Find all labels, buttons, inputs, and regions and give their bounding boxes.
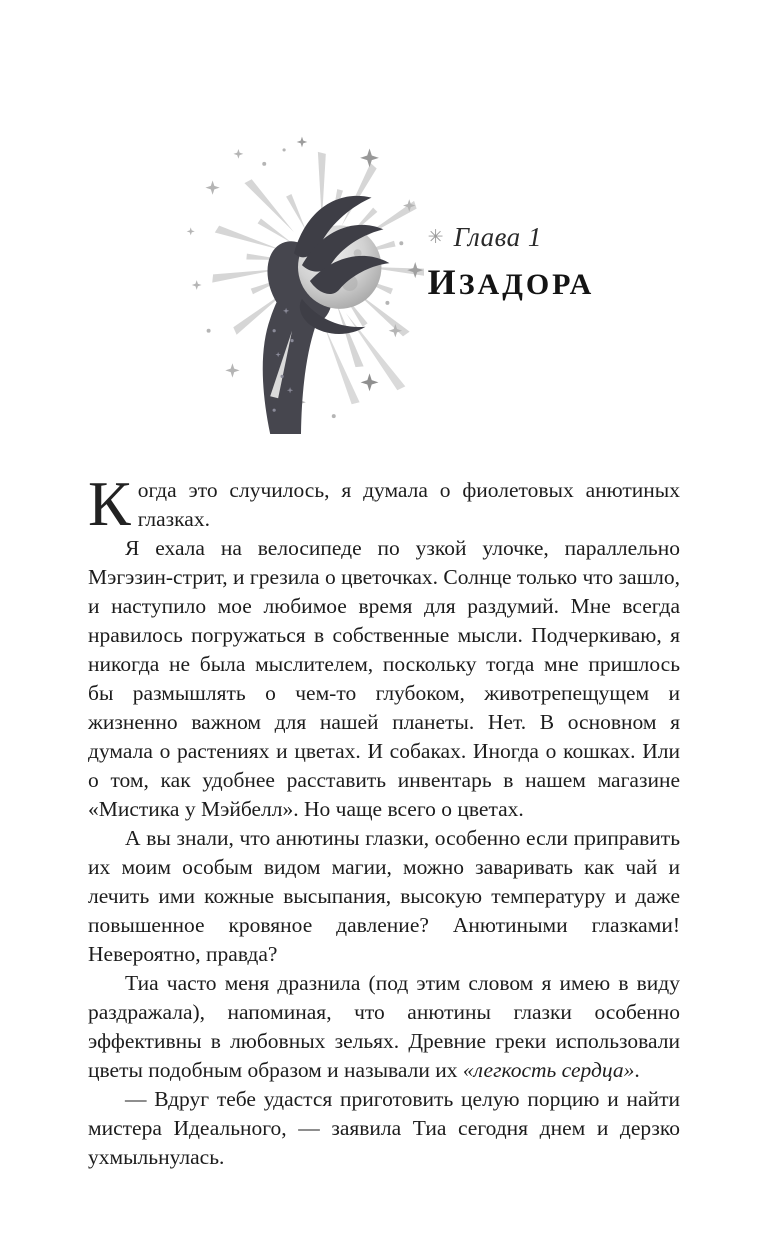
hand-fingers bbox=[294, 196, 389, 334]
paragraph-4 bbox=[88, 969, 680, 1085]
paragraph-4-italic-phrase: «легкость сердца» bbox=[462, 1058, 635, 1082]
chapter-title: ИЗАДОРА bbox=[427, 261, 595, 302]
chapter-label-row bbox=[428, 222, 595, 253]
paragraph-4-post: . bbox=[634, 1058, 640, 1082]
hand-holding-moon-illustration bbox=[174, 136, 424, 434]
paragraph-1-text: огда это случилось, я думала о фиолетовых анютиных глазках. bbox=[137, 478, 680, 531]
paragraph-2: Я ехала на велосипеде по узкой улочке, параллельно Мэгэзин-стрит, и грезила о цветочках. Солнце только что зашло, и наступило мое любимое время для раздумий. Мне всегда нравилось погружаться в собственные мысли. Подчеркиваю, я никогда не была мыслителем, поскольку тогда мне пришлось бы размышлять о чем-то глубоком, животрепещущем и жизненно важном для нашей планеты. Нет. В основном я думала о растениях и цветах. И собаках. Иногда о кошках. Или о том, как удобнее расставить инвентарь в нашем магазине «Мистика у Мэйбелл». Но чаще всего о цветах. bbox=[88, 536, 680, 821]
chapter-header bbox=[0, 136, 768, 434]
paragraph-4-pre: Тиа часто меня дразнила (под этим словом я имею в виду раздражала), напоминая, что анютины глазки особенно эффективны в любовных зельях. Древние греки использовали цветы подобным образом и называли их bbox=[88, 971, 680, 1082]
paragraph-5-dialogue: — Вдруг тебе удастся приготовить целую порцию и найти мистера Идеального, — заявила Тиа сегодня днем и дерзко ухмыльнулась. bbox=[88, 1087, 680, 1169]
chapter-titles bbox=[428, 222, 595, 303]
star-icon: ✳ bbox=[427, 226, 444, 248]
chapter-label: Глава 1 bbox=[453, 221, 542, 252]
paragraph-1 bbox=[88, 468, 680, 539]
body-text bbox=[88, 468, 680, 1172]
dropcap-letter: К bbox=[88, 468, 131, 539]
paragraph-3: А вы знали, что анютины глазки, особенно если приправить их моим особым видом магии, можно заваривать как чай и лечить ими кожные высыпания, высокую температуру и даже повышенное кровяное давление? Анютиными глазками! Невероятно, правда? bbox=[88, 826, 680, 966]
